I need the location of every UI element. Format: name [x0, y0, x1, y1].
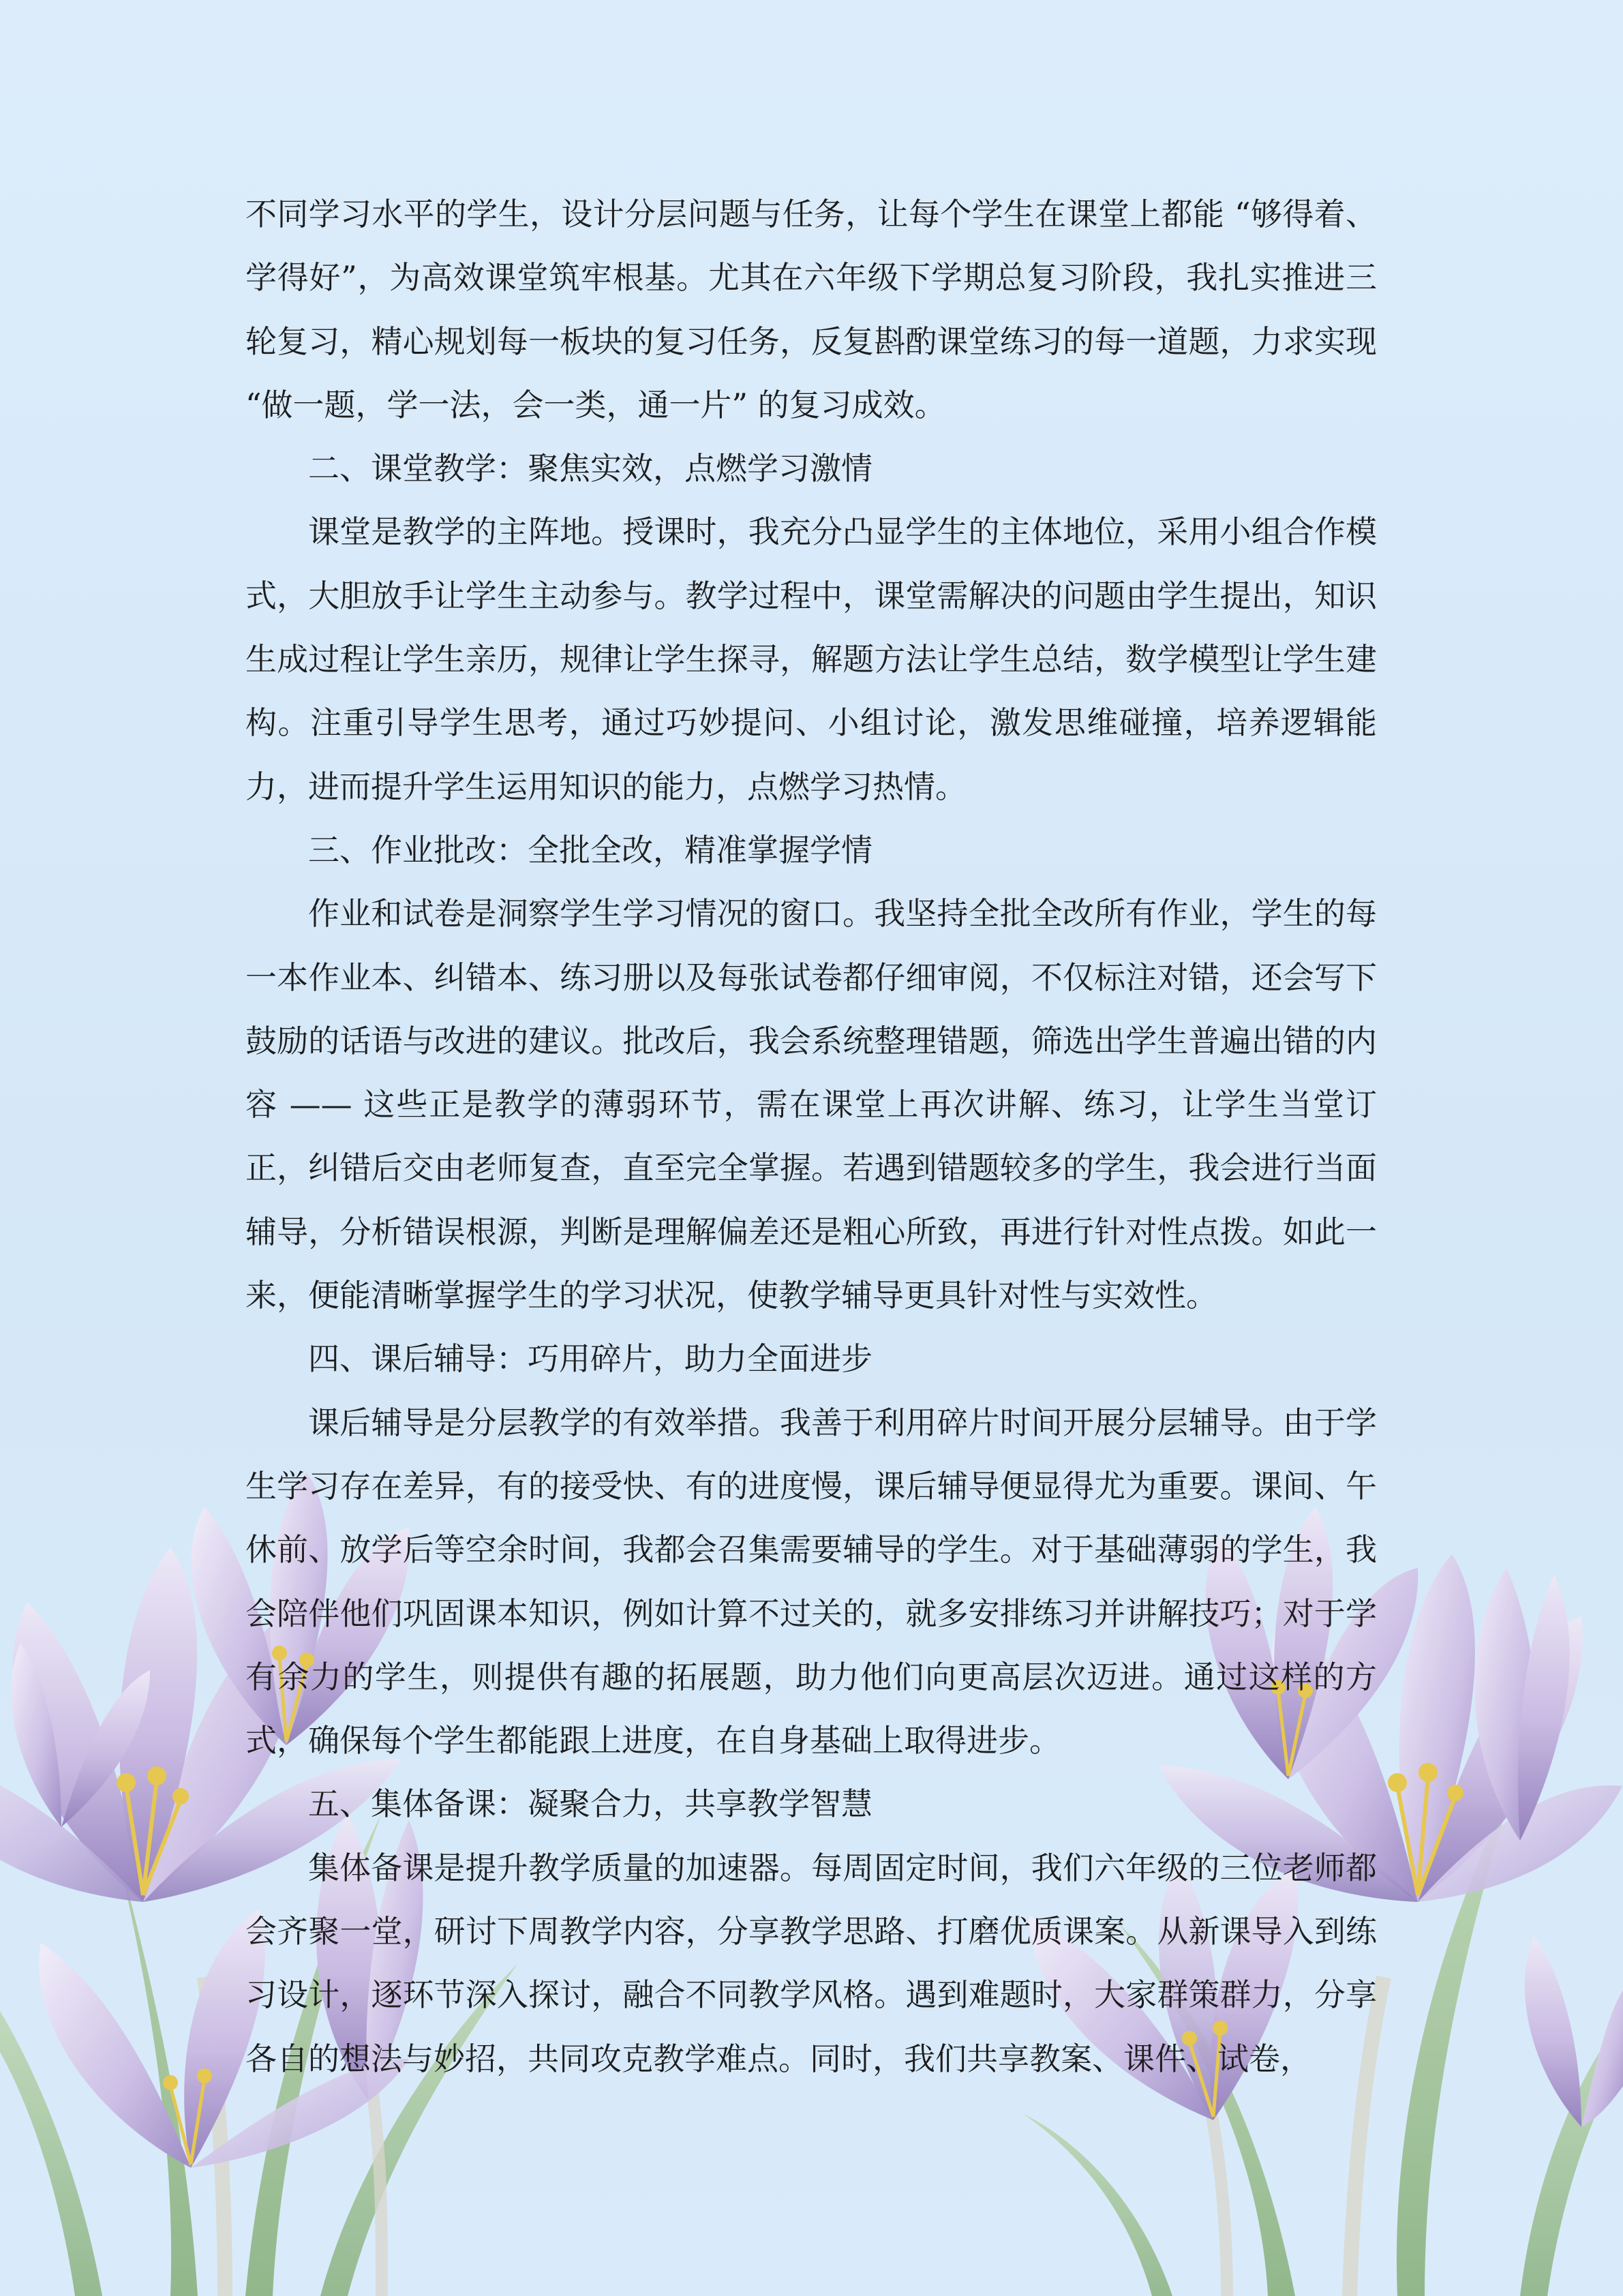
paragraph-intro-continued: 不同学习水平的学生，设计分层问题与任务，让每个学生在课堂上都能 “够得着、学得好”，为高效课堂筑牢根基。尤其在六年级下学期总复习阶段，我扎实推进三轮复习，精心规划每一板块的复习任务，反复斟酌课堂练习的每一道题，力求实现 “做一题，学一法，会一类，通一片” 的复习成效。 — [245, 196, 1377, 423]
paragraph-collective-lesson-prep: 集体备课是提升教学质量的加速器。每周固定时间，我们六年级的三位老师都会齐聚一堂，研讨下周教学内容，分享教学思路、打磨优质课案。从新课导入到练习设计，逐环节深入探讨，融合不同教学风格。遇到难题时，大家群策群力，分享各自的想法与妙招，共同攻克教学难点。同时，我们共享教案、课件、试卷， — [245, 1849, 1377, 2077]
section-heading-homework-grading: 三、作业批改：全批全改，精准掌握学情 — [308, 831, 873, 868]
section-heading-after-class-tutoring: 四、课后辅导：巧用碎片，助力全面进步 — [308, 1340, 873, 1378]
article-body — [245, 183, 1377, 2091]
section-heading-classroom-teaching: 二、课堂教学：聚焦实效，点燃学习激情 — [308, 450, 873, 487]
paragraph-classroom-teaching: 课堂是教学的主阵地。授课时，我充分凸显学生的主体地位，采用小组合作模式，大胆放手让学生主动参与。教学过程中，课堂需解决的问题由学生提出，知识生成过程让学生亲历，规律让学生探寻，解题方法让学生总结，数学模型让学生建构。注重引导学生思考，通过巧妙提问、小组讨论，激发思维碰撞，培养逻辑能力，进而提升学生运用知识的能力，点燃学习热情。 — [245, 513, 1377, 805]
paragraph-homework-grading: 作业和试卷是洞察学生学习情况的窗口。我坚持全批全改所有作业，学生的每一本作业本、纠错本、练习册以及每张试卷都仔细审阅，不仅标注对错，还会写下鼓励的话语与改进的建议。批改后，我会系统整理错题，筛选出学生普遍出错的内容 —— 这些正是教学的薄弱环节，需在课堂上再次讲解、练习，让学生当堂订正，纠错后交由老师复查，直至完全掌握。若遇到错题较多的学生，我会进行当面辅导，分析错误根源，判断是理解偏差还是粗心所致，再进行针对性点拨。如此一来，便能清晰掌握学生的学习状况，使教学辅导更具针对性与实效性。 — [245, 895, 1377, 1314]
paragraph-after-class-tutoring: 课后辅导是分层教学的有效举措。我善于利用碎片时间开展分层辅导。由于学生学习存在差异，有的接受快、有的进度慢，课后辅导便显得尤为重要。课间、午休前、放学后等空余时间，我都会召集需要辅导的学生。对于基础薄弱的学生，我会陪伴他们巩固课本知识，例如计算不过关的，就多安排练习并讲解技巧；对于学有余力的学生，则提供有趣的拓展题，助力他们向更高层次迈进。通过这样的方式，确保每个学生都能跟上进度，在自身基础上取得进步。 — [245, 1404, 1377, 1759]
section-heading-collective-lesson-prep: 五、集体备课：凝聚合力，共享教学智慧 — [308, 1785, 873, 1823]
